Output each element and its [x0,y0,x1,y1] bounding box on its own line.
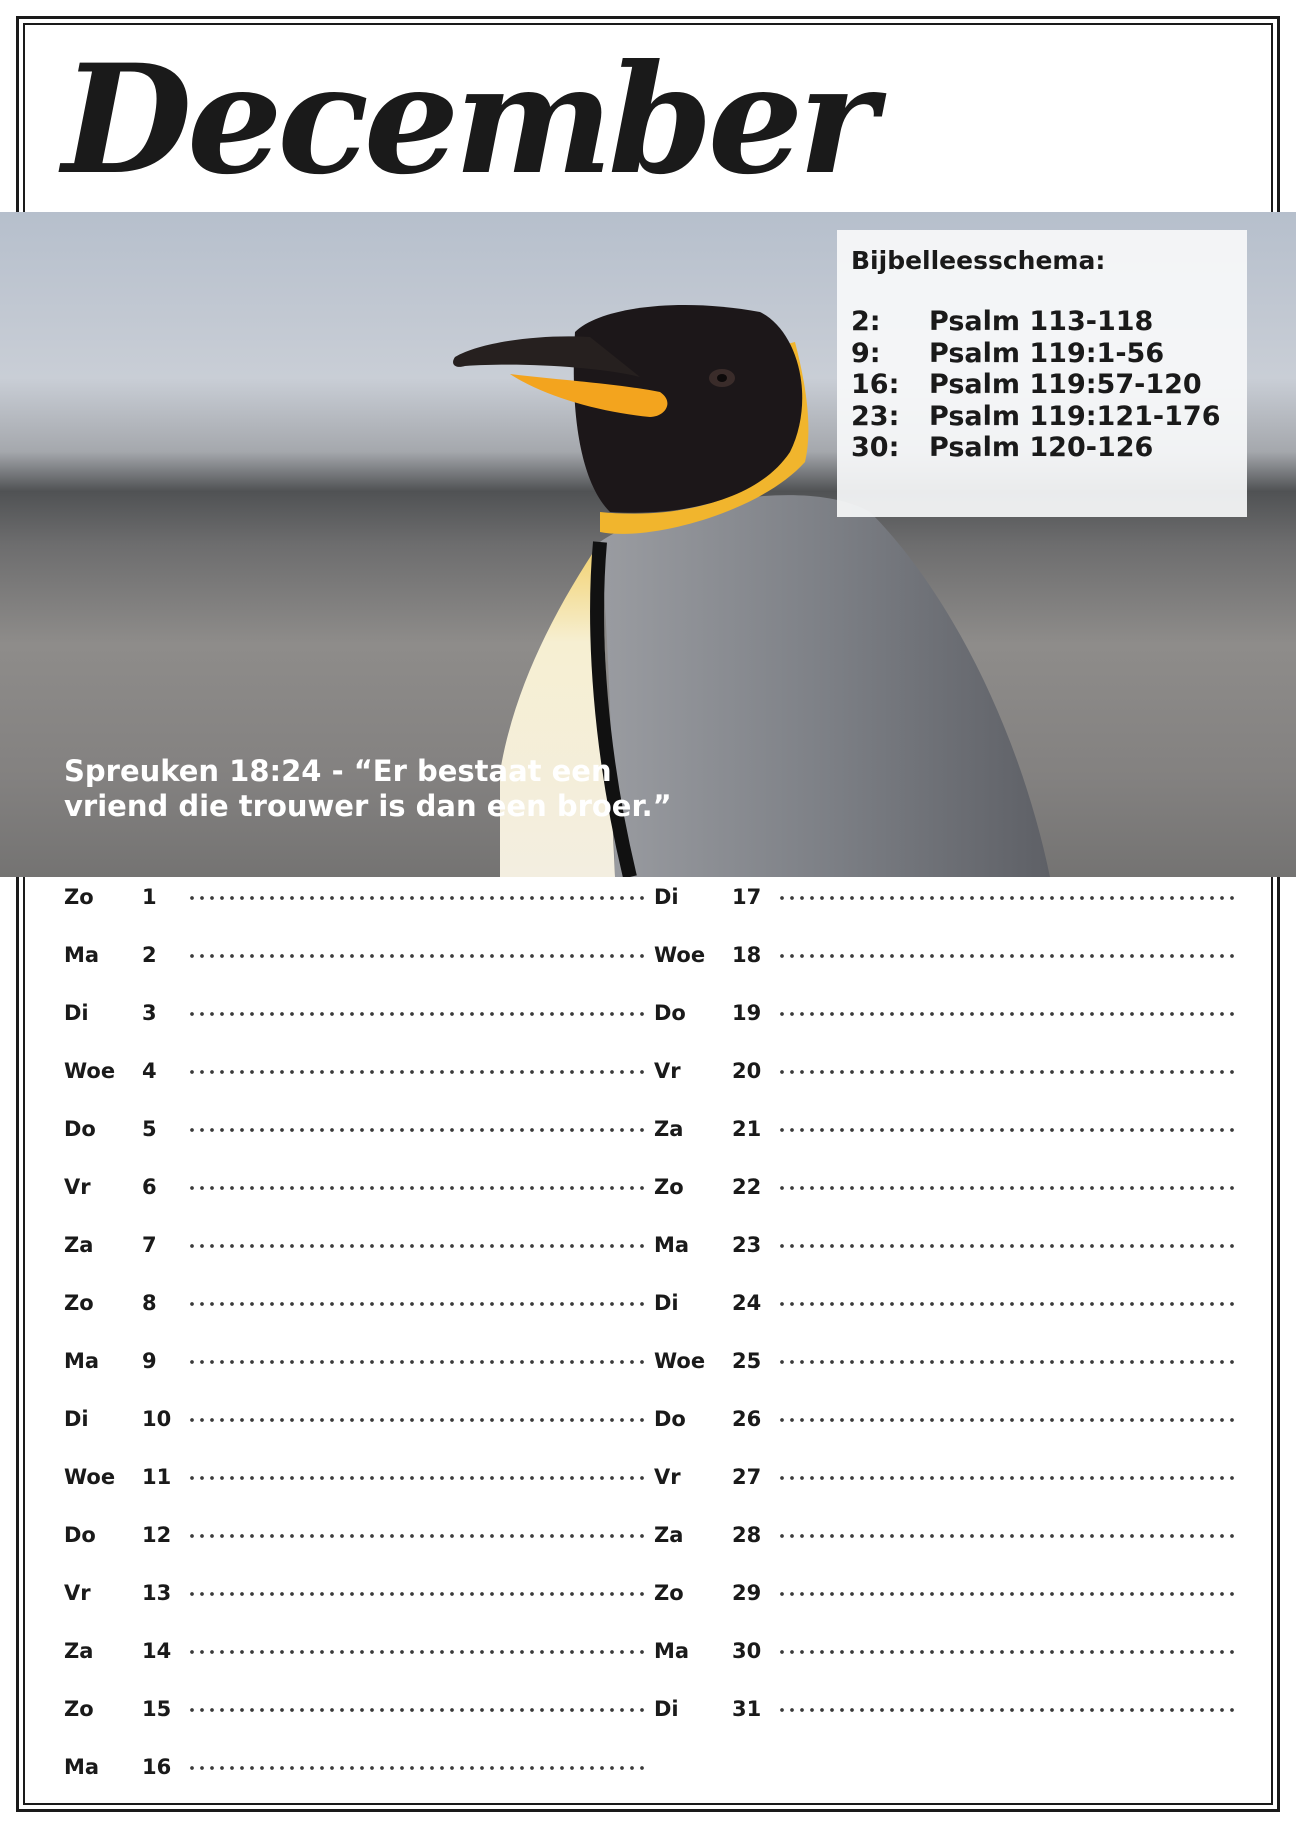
date-number: 8 [142,1291,157,1315]
date-number: 1 [142,885,157,909]
date-number: 18 [732,943,762,967]
date-number: 26 [732,1407,762,1431]
reading-schedule-item [851,338,1233,370]
dotted-writing-line [777,1242,1237,1250]
date-number: 21 [732,1117,762,1141]
calendar-row [64,1694,654,1724]
date-number: 6 [142,1175,157,1199]
calendar-row [64,1578,654,1608]
bible-quote-line: Spreuken 18:24 - “Er bestaat een [64,754,612,788]
weekday-label: Za [654,1117,684,1141]
weekday-label: Woe [64,1465,116,1489]
weekday-label: Zo [654,1175,684,1199]
reading-schedule-item [851,369,1233,401]
calendar-row [64,998,654,1028]
calendar-row [64,1114,654,1144]
dotted-writing-line [777,1474,1237,1482]
calendar-row [64,1172,654,1202]
dotted-writing-line [777,1184,1237,1192]
weekday-label: Woe [64,1059,116,1083]
calendar-row [654,1462,1244,1492]
date-number: 28 [732,1523,762,1547]
calendar-row [654,1520,1244,1550]
date-number: 22 [732,1175,762,1199]
dotted-writing-line [777,1010,1237,1018]
calendar-row [654,1172,1244,1202]
weekday-label: Di [64,1001,89,1025]
dotted-writing-line [187,1242,647,1250]
dotted-writing-line [187,1068,647,1076]
dotted-writing-line [777,894,1237,902]
calendar-row [654,1288,1244,1318]
reading-passage: Psalm 113-118 [929,306,1154,337]
dotted-writing-line [777,1648,1237,1656]
date-number: 27 [732,1465,762,1489]
calendar-row [654,940,1244,970]
calendar-row [64,1288,654,1318]
dotted-writing-line [777,1358,1237,1366]
dotted-writing-line [187,1764,647,1772]
calendar-row [64,1520,654,1550]
weekday-label: Do [654,1001,686,1025]
dotted-writing-line [187,1358,647,1366]
weekday-label: Do [64,1117,96,1141]
reading-day: 2: [851,306,881,337]
calendar-row [64,1230,654,1260]
weekday-label: Di [654,885,679,909]
calendar-row [654,1636,1244,1666]
dotted-writing-line [777,1532,1237,1540]
weekday-label: Ma [654,1233,690,1257]
calendar-row [654,882,1244,912]
date-number: 9 [142,1349,157,1373]
dotted-writing-line [187,1648,647,1656]
weekday-label: Za [64,1233,94,1257]
calendar-row [654,998,1244,1028]
reading-day: 23: [851,400,900,432]
calendar-row [64,1462,654,1492]
dotted-writing-line [187,952,647,960]
bible-quote-line: vriend die trouwer is dan een broer.” [64,789,672,823]
reading-day: 16: [851,369,900,400]
dotted-writing-line [777,1300,1237,1308]
date-number: 10 [142,1407,172,1431]
date-number: 17 [732,885,762,909]
weekday-label: Do [64,1523,96,1547]
weekday-label: Di [654,1291,679,1315]
date-number: 14 [142,1639,172,1663]
date-number: 7 [142,1233,157,1257]
dotted-writing-line [187,1010,647,1018]
date-number: 3 [142,1001,157,1025]
dotted-writing-line [777,1706,1237,1714]
dotted-writing-line [777,1126,1237,1134]
date-number: 2 [142,943,157,967]
dotted-writing-line [187,894,647,902]
weekday-label: Ma [654,1639,690,1663]
reading-passage: Psalm 119:57-120 [929,369,1202,400]
weekday-label: Ma [64,1755,100,1779]
date-number: 25 [732,1349,762,1373]
reading-schedule-item [851,306,1233,338]
reading-schedule-item [851,401,1233,433]
dotted-writing-line [187,1416,647,1424]
dotted-writing-line [777,952,1237,960]
weekday-label: Zo [654,1581,684,1605]
calendar-row [654,1578,1244,1608]
date-number: 4 [142,1059,157,1083]
date-number: 31 [732,1697,762,1721]
date-number: 11 [142,1465,172,1489]
calendar-row [64,882,654,912]
date-number: 29 [732,1581,762,1605]
dotted-writing-line [777,1068,1237,1076]
dotted-writing-line [187,1590,647,1598]
dotted-writing-line [777,1590,1237,1598]
date-number: 23 [732,1233,762,1257]
weekday-label: Za [64,1639,94,1663]
dotted-writing-line [777,1416,1237,1424]
reading-schedule-box [837,230,1247,517]
weekday-label: Vr [654,1059,681,1083]
weekday-label: Zo [64,885,94,909]
calendar-row [64,1056,654,1086]
weekday-label: Zo [64,1291,94,1315]
weekday-label: Di [654,1697,679,1721]
dotted-writing-line [187,1184,647,1192]
weekday-label: Ma [64,943,100,967]
calendar-row [64,1636,654,1666]
calendar-row [654,1346,1244,1376]
bible-quote [64,754,764,824]
weekday-label: Woe [654,943,706,967]
weekday-label: Vr [64,1581,91,1605]
weekday-label: Vr [654,1465,681,1489]
date-number: 16 [142,1755,172,1779]
calendar-row [64,1752,654,1782]
calendar-row [654,1404,1244,1434]
reading-day: 30: [851,432,900,463]
weekday-label: Vr [64,1175,91,1199]
date-number: 30 [732,1639,762,1663]
dotted-writing-line [187,1706,647,1714]
reading-schedule-item [851,432,1233,464]
calendar-row [654,1056,1244,1086]
dotted-writing-line [187,1300,647,1308]
date-number: 12 [142,1523,172,1547]
date-number: 15 [142,1697,172,1721]
reading-day: 9: [851,337,881,369]
dotted-writing-line [187,1474,647,1482]
dotted-writing-line [187,1532,647,1540]
reading-passage: Psalm 119:121-176 [929,400,1221,432]
weekday-label: Zo [64,1697,94,1721]
reading-passage: Psalm 119:1-56 [929,337,1165,369]
reading-schedule-title: Bijbelleesschema: [851,246,1106,275]
calendar-row [64,1404,654,1434]
date-number: 5 [142,1117,157,1141]
date-number: 20 [732,1059,762,1083]
reading-passage: Psalm 120-126 [929,432,1154,463]
weekday-label: Ma [64,1349,100,1373]
weekday-label: Di [64,1407,89,1431]
month-title: December [62,32,873,208]
dotted-writing-line [187,1126,647,1134]
date-number: 24 [732,1291,762,1315]
weekday-label: Za [654,1523,684,1547]
weekday-label: Woe [654,1349,706,1373]
calendar-row [64,1346,654,1376]
calendar-row [654,1230,1244,1260]
date-number: 13 [142,1581,172,1605]
calendar-row [64,940,654,970]
calendar-row [654,1694,1244,1724]
calendar-row [654,1114,1244,1144]
date-number: 19 [732,1001,762,1025]
weekday-label: Do [654,1407,686,1431]
